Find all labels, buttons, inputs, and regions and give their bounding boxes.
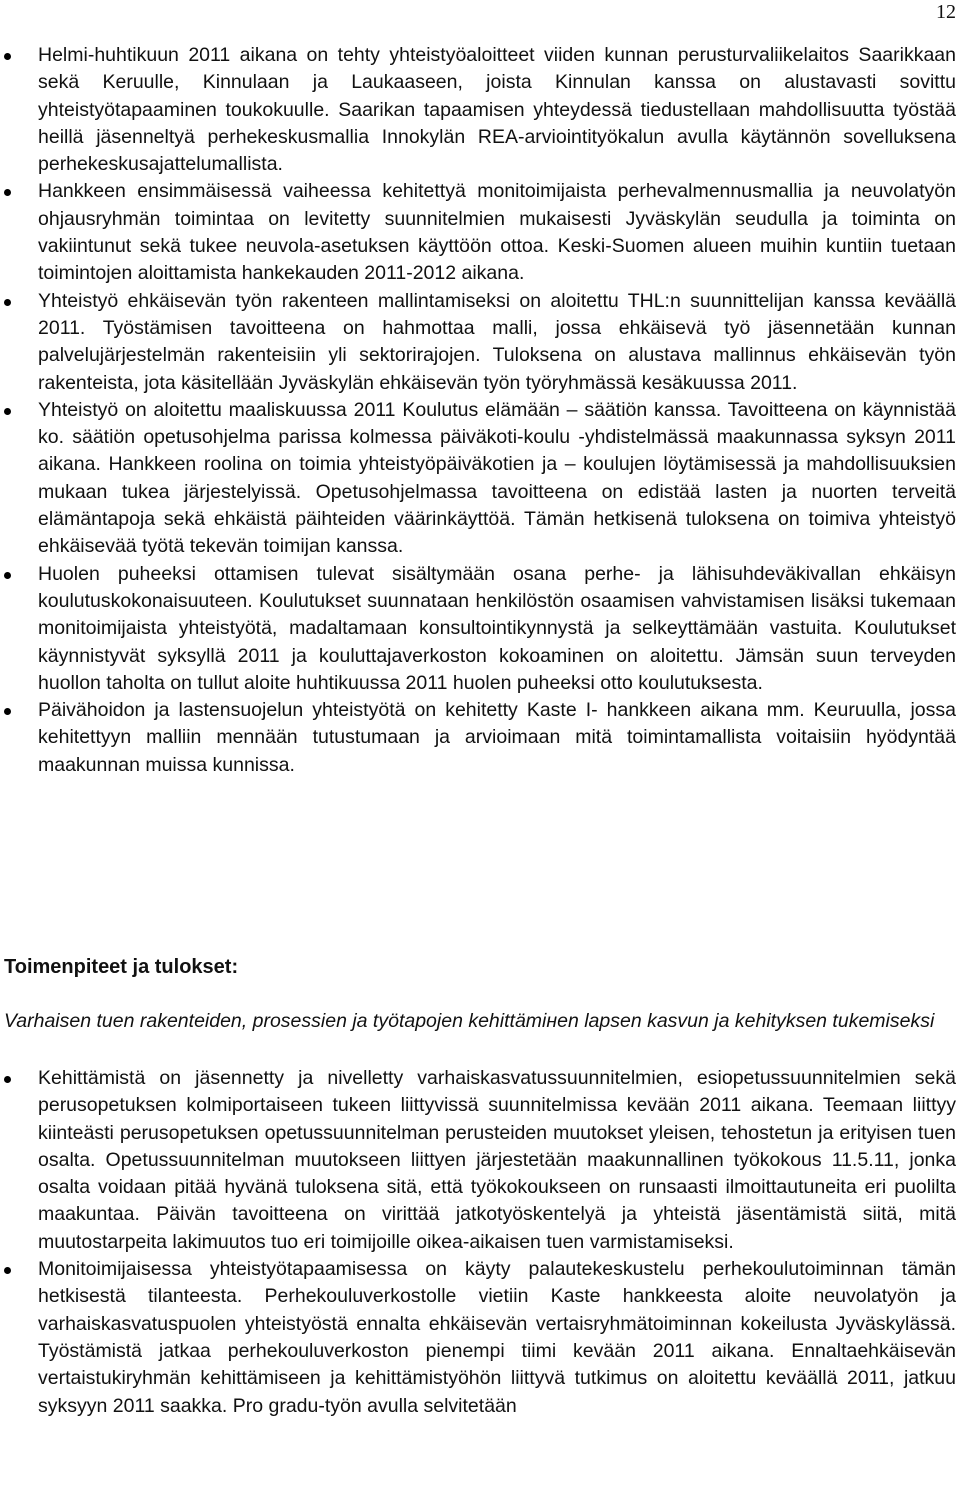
bullet-text: Monitoimijaisessa yhteistyötapaamisessa on käyty palautekeskustelu perhekoulutoiminnan tämän hetkisestä tilanteesta. Perhekouluverkostolle vietiin Kaste hankkeesta aloite neuvolatyön ja varhaiskasvatuspuolen yhteistyöstä ennalta ehkäisevän vertaisryhmätoiminnan kokeilusta Jyväskylässä. Työstämistä jatkaa perhekouluverkoston pienempi tiimi kevään 2011 aikana. Ennaltaehkäisevän vertaistukiryhmän kehittämiseen ja kehittämistyöhön liittyvä tutkimus on aloitettu keväällä 2011, jatkuu syksyyn 2011 saakka. Pro gradu-työn avulla selvitetään xyxy=(38,1258,956,1417)
bullet-item xyxy=(0,42,960,178)
bullet-item xyxy=(0,1065,960,1256)
bullet-icon xyxy=(4,1267,11,1274)
bullet-item xyxy=(0,397,960,561)
bullet-text: Huolen puheeksi ottamisen tulevat sisältymään osana perhe- ja lähisuhdeväkivallan ehkäisyn koulutuskokonaisuuteen. Koulutukset suunnataan henkilöstön osaamisen vahvistamisen lisäksi tukemaan monitoimijaista yhteistyötä, madaltamaan konsultointikynnystä ja selkeyttämään vastuita. Koulutukset käynnistyvät syksyllä 2011 ja kouluttajaverkoston kokoaminen on aloitettu. Jämsän suun terveyden huollon taholta on tullut aloite huhtikuussa 2011 huolen puheeksi otto koulutuksesta. xyxy=(38,562,956,694)
bullet-item xyxy=(0,178,960,287)
bullet-list-bottom xyxy=(0,1065,960,1420)
bullet-icon xyxy=(4,408,11,415)
bullet-text: Helmi-huhtikuun 2011 aikana on tehty yhteistyöaloitteet viiden kunnan perusturvaliikelaitos Saarikkaan sekä Keruulle, Kinnulaan ja Laukaaseen, joista Kinnulan kanssa on alustavasti sovittu yhteistyötapaaminen toukokuulle. Saarikan tapaamisen yhteydessä tiedustellaan mahdollisuutta työstää heillä jäsenneltyä perhekeskusmallia Innokylän REA-arviointityökalun avulla käytännön sovelluksena perhekeskusajattelumallista. xyxy=(38,44,956,176)
bullet-item xyxy=(0,1256,960,1420)
bullet-icon xyxy=(4,53,11,60)
subsection-heading: Varhaisen tuen rakenteiden, prosessien ja työtapojen kehittämінen lapsen kasvun ja kehityksen tukemiseksi xyxy=(4,1010,935,1032)
bullet-text: Hankkeen ensimmäisessä vaiheessa kehitettyä monitoimijaista perhevalmennusmallia ja neuvolatyön ohjausryhmän toimintaa on levitetty suunnitelmien mukaisesti Jyväskylän seudulla ja toiminta on vakiintunut sekä tukee neuvola-asetuksen käyttöön ottoa. Keski-Suomen alueen muihin kuntiin tuetaan toimintojen aloittamista hankekauden 2011-2012 aikana. xyxy=(38,180,956,285)
page-number: 12 xyxy=(936,1,956,23)
bullet-item xyxy=(0,697,960,779)
section-heading: Toimenpiteet ja tulokset: xyxy=(4,956,239,978)
bullet-icon xyxy=(4,189,11,196)
bullet-item xyxy=(0,561,960,697)
bullet-item xyxy=(0,288,960,397)
bullet-text: Päivähoidon ja lastensuojelun yhteistyötä on kehitetty Kaste I- hankkeen aikana mm. Keuruulla, jossa kehitettyyn malliin mennään tutustumaan ja arvioimaan mitä toimintamallista voitaisiin hyödyntää maakunnan muissa kunnissa. xyxy=(38,699,956,776)
bullet-icon xyxy=(4,572,11,579)
bullet-list-top xyxy=(0,42,960,779)
bullet-text: Yhteistyö ehkäisevän työn rakenteen mallintamiseksi on aloitettu THL:n suunnittelijan kanssa keväällä 2011. Työstämisen tavoitteena on hahmottaa malli, jossa ehkäisevä työ jäsennetään kunnan palvelujärjestelmän rakenteisiin yli sektorirajojen. Tuloksena on alustava mallinnus ehkäisevän työn rakenteista, jota käsitellään Jyväskylän ehkäisevän työn työryhmässä kesäkuussa 2011. xyxy=(38,289,956,394)
bullet-text: Kehittämistä on jäsennetty ja nivelletty varhaiskasvatussuunnitelmien, esiopetussuunnitelmien sekä perusopetuksen kolmiportaiseen tukeen liittyvissä suunnitelmissa kevään 2011 aikana. Teemaan liittyy kiinteästi perusopetuksen opetussuunnitelman perusteiden muutokset yleisen, tehostetun ja erityisen tuen osalta. Opetussuunnitelman muutokseen liittyen järjestetään maakunnallinen työkokous 11.5.11, jonka osalta voidaan pitää hyvänä tuloksena sitä, että työkokoukseen on runsaasti ilmoittautuneita eri puolilta maakuntaa. Päivän tavoitteena on virittää jatkotyöskentelyä ja yhteistä jäsentämistä siitä, mitä muutostarpeita lakimuutos tuo eri toimijoille oikea-aikaisen tuen varmistamiseksi. xyxy=(38,1067,956,1253)
bullet-icon xyxy=(4,708,11,715)
bullet-icon xyxy=(4,1076,11,1083)
bullet-text: Yhteistyö on aloitettu maaliskuussa 2011 Koulutus elämään – säätiön kanssa. Tavoitteena on käynnistää ko. säätiön opetusohjelma parissa kolmessa päiväkoti-koulu -yhdistelmässä maakunnassa syksyn 2011 aikana. Hankkeen roolina on toimia yhteistyöpäiväkotien ja – koulujen löytämisessä ja mahdollisuuksien mukaan tukea järjestelyissä. Opetusohjelmassa tavoitteena on edistää lasten ja nuorten terveitä elämäntapoja sekä ehkäistä päihteiden väärinkäyttöä. Tämän hetkisenä tuloksena on toimiva yhteistyö ehkäisevää työtä tekevän toimijan kanssa. xyxy=(38,398,956,558)
bullet-icon xyxy=(4,299,11,306)
